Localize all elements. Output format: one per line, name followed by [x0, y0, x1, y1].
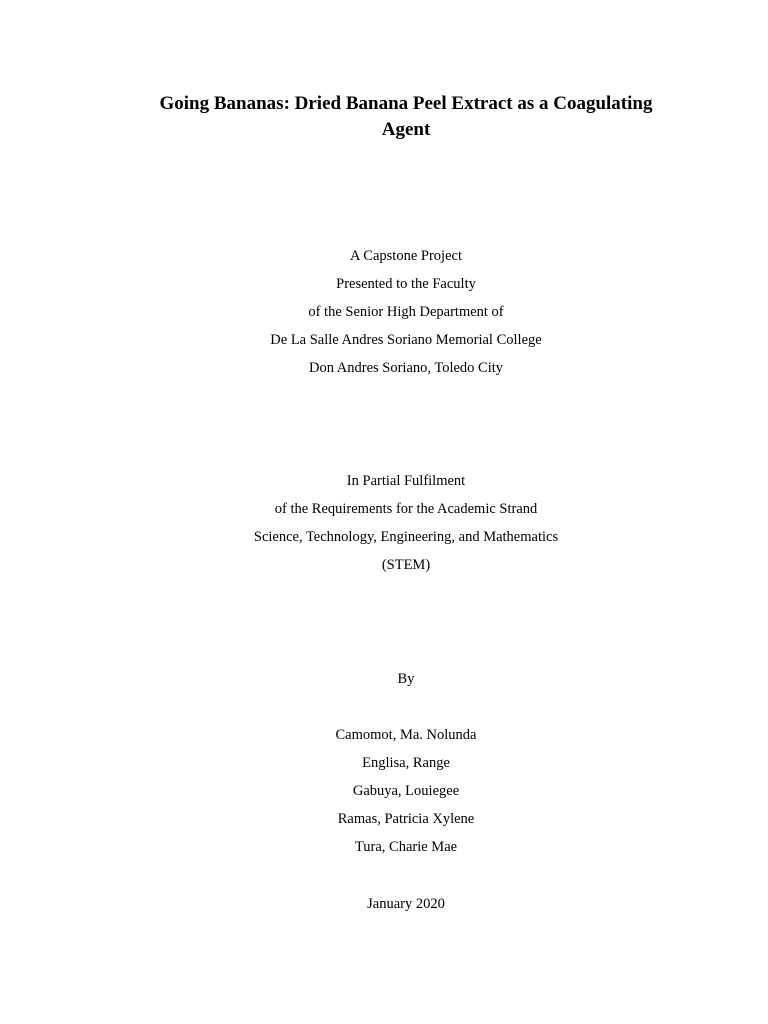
by-label: By — [397, 671, 415, 687]
presentation-line: De La Salle Andres Soriano Memorial College — [270, 332, 542, 348]
document-title-line-1: Going Bananas: Dried Banana Peel Extract as a Coagulating — [159, 93, 653, 114]
author-name: Ramas, Patricia Xylene — [337, 811, 475, 827]
document-title-line-2: Agent — [381, 119, 431, 140]
author-name: Camomot, Ma. Nolunda — [335, 727, 477, 743]
submission-date: January 2020 — [367, 896, 445, 912]
fulfilment-line: Science, Technology, Engineering, and Mathematics — [253, 529, 559, 545]
presentation-line: Presented to the Faculty — [336, 276, 476, 292]
presentation-line: of the Senior High Department of — [308, 304, 504, 320]
presentation-line: A Capstone Project — [350, 248, 462, 264]
fulfilment-line: of the Requirements for the Academic Strand — [274, 501, 538, 517]
presentation-line: Don Andres Soriano, Toledo City — [308, 360, 504, 376]
author-name: Gabuya, Louiegee — [352, 783, 460, 799]
fulfilment-line: (STEM) — [381, 557, 431, 573]
fulfilment-line: In Partial Fulfilment — [346, 473, 466, 489]
author-name: Tura, Charie Mae — [354, 839, 458, 855]
author-name: Englisa, Range — [362, 755, 450, 771]
